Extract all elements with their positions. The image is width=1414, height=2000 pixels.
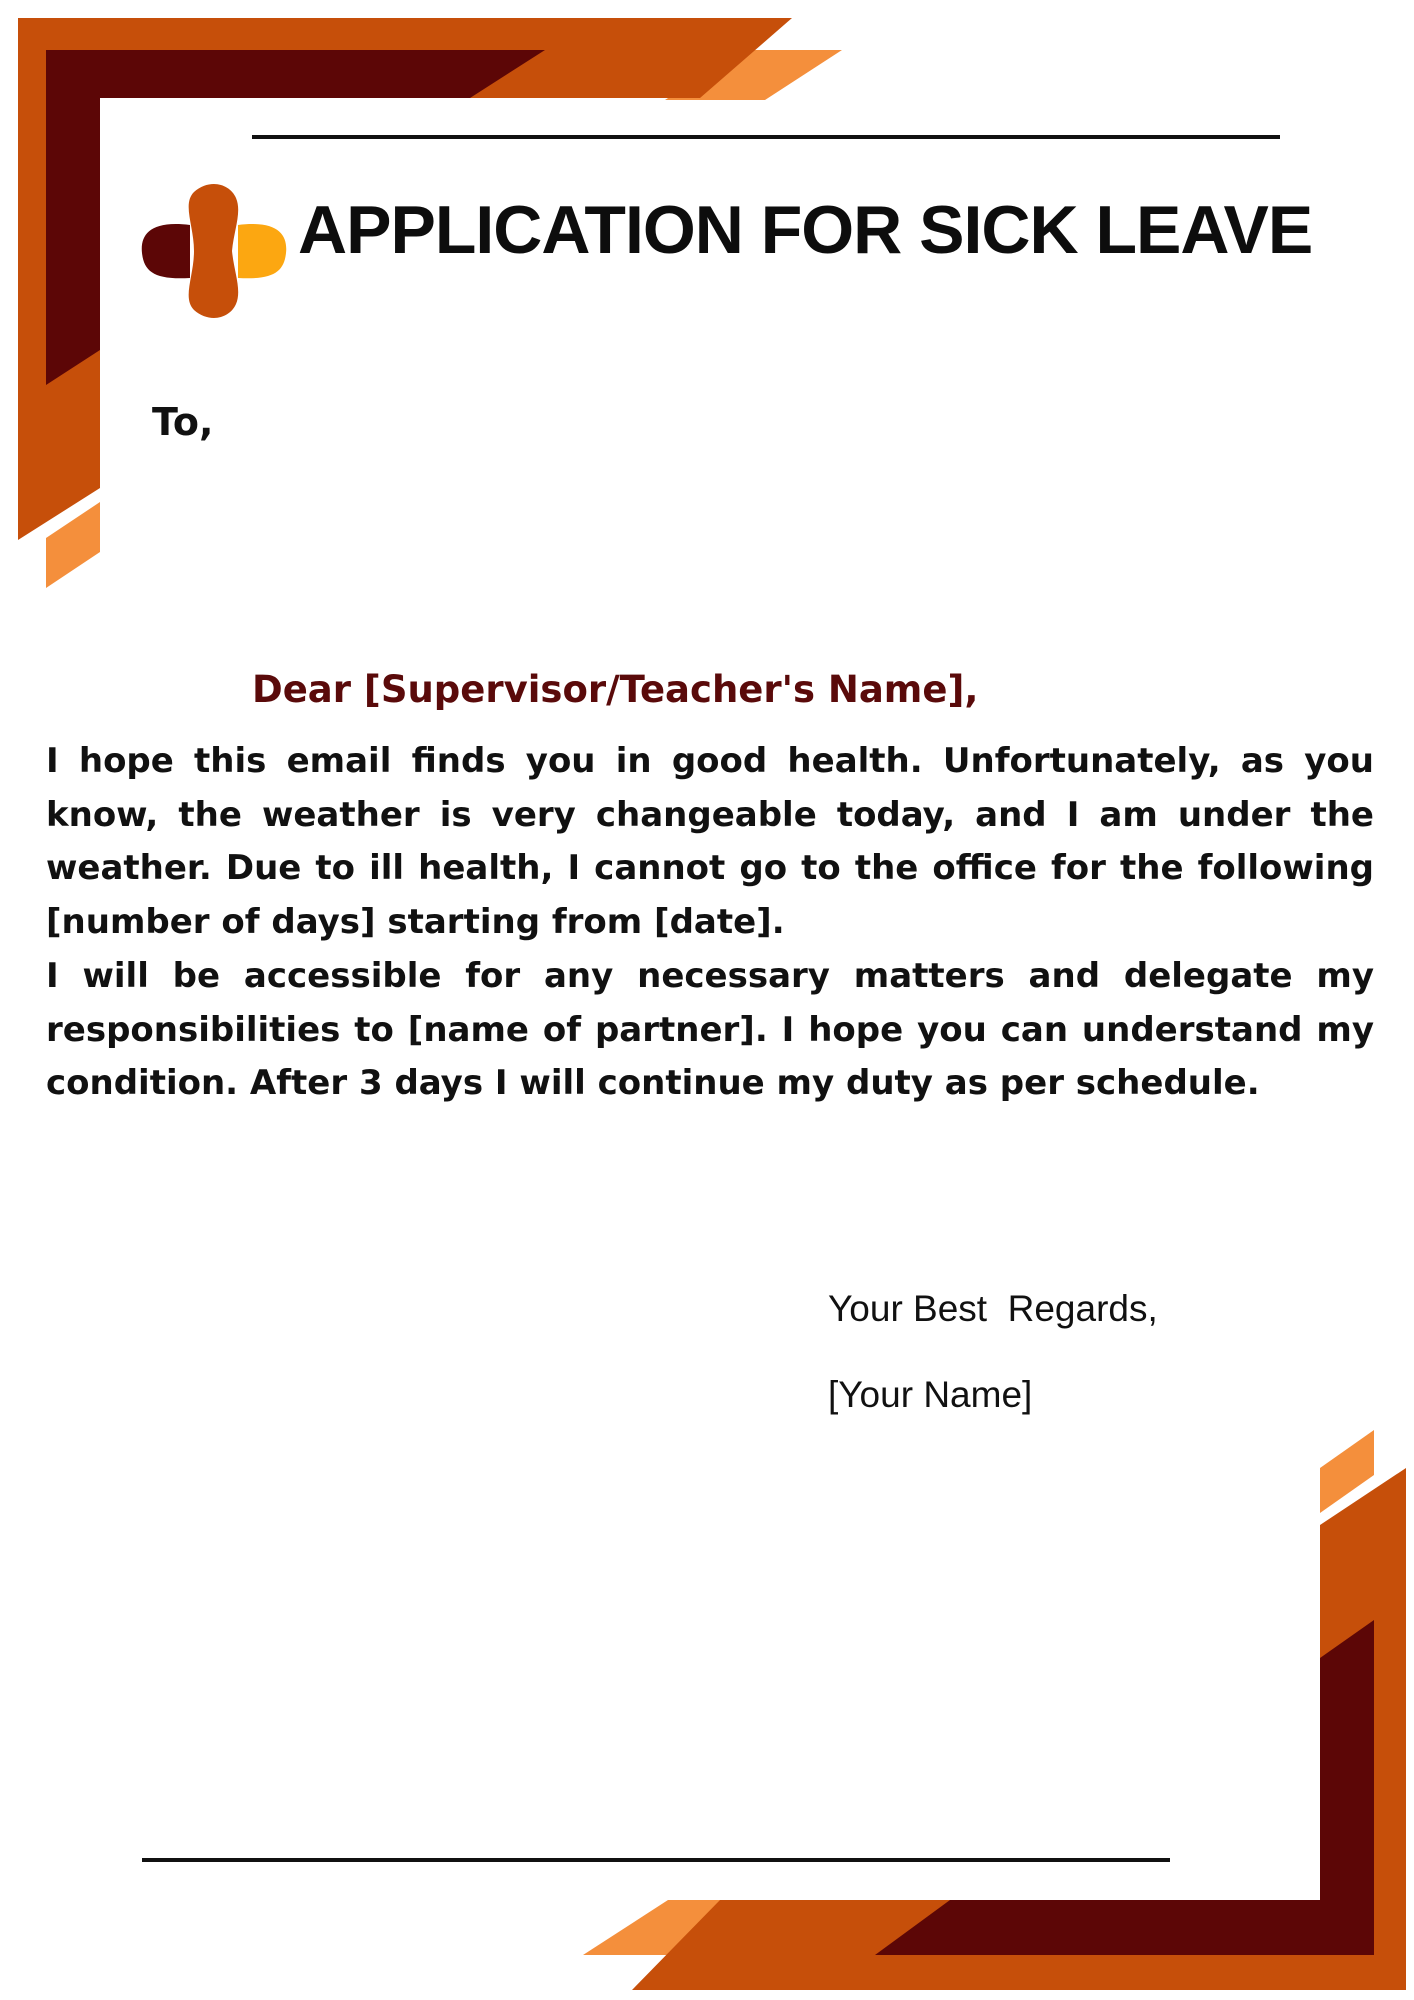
recipient-label: To, [152, 400, 214, 444]
bottom-right-maroon-frame [875, 1620, 1374, 1955]
letter-body [46, 735, 1374, 1111]
medical-cross-logo-icon [140, 180, 288, 322]
bottom-divider-line [142, 1858, 1170, 1862]
top-divider-line [252, 135, 1280, 139]
logo-orange-center [189, 184, 239, 318]
signer-name: [Your Name] [828, 1374, 1033, 1415]
logo-yellow-lobe [238, 224, 286, 278]
salutation: Dear [Supervisor/Teacher's Name], [252, 668, 979, 711]
document-title: APPLICATION FOR SICK LEAVE [298, 192, 1313, 268]
body-paragraph: I hope this email finds you in good health. Unfortunately, as you know, the weather is very changeable today, and I am under the weather. Due to ill health, I cannot go to the office for the following [number of days] starting from [date]. [46, 741, 1374, 943]
closing-line: Your Best Regards, [828, 1288, 1158, 1329]
body-paragraph: I will be accessible for any necessary matters and delegate my responsibilities to [name of partner]. I hope you can understand my condition. After 3 days I will continue my duty as per schedule. [46, 955, 1374, 1104]
logo-maroon-lobe [142, 224, 190, 278]
